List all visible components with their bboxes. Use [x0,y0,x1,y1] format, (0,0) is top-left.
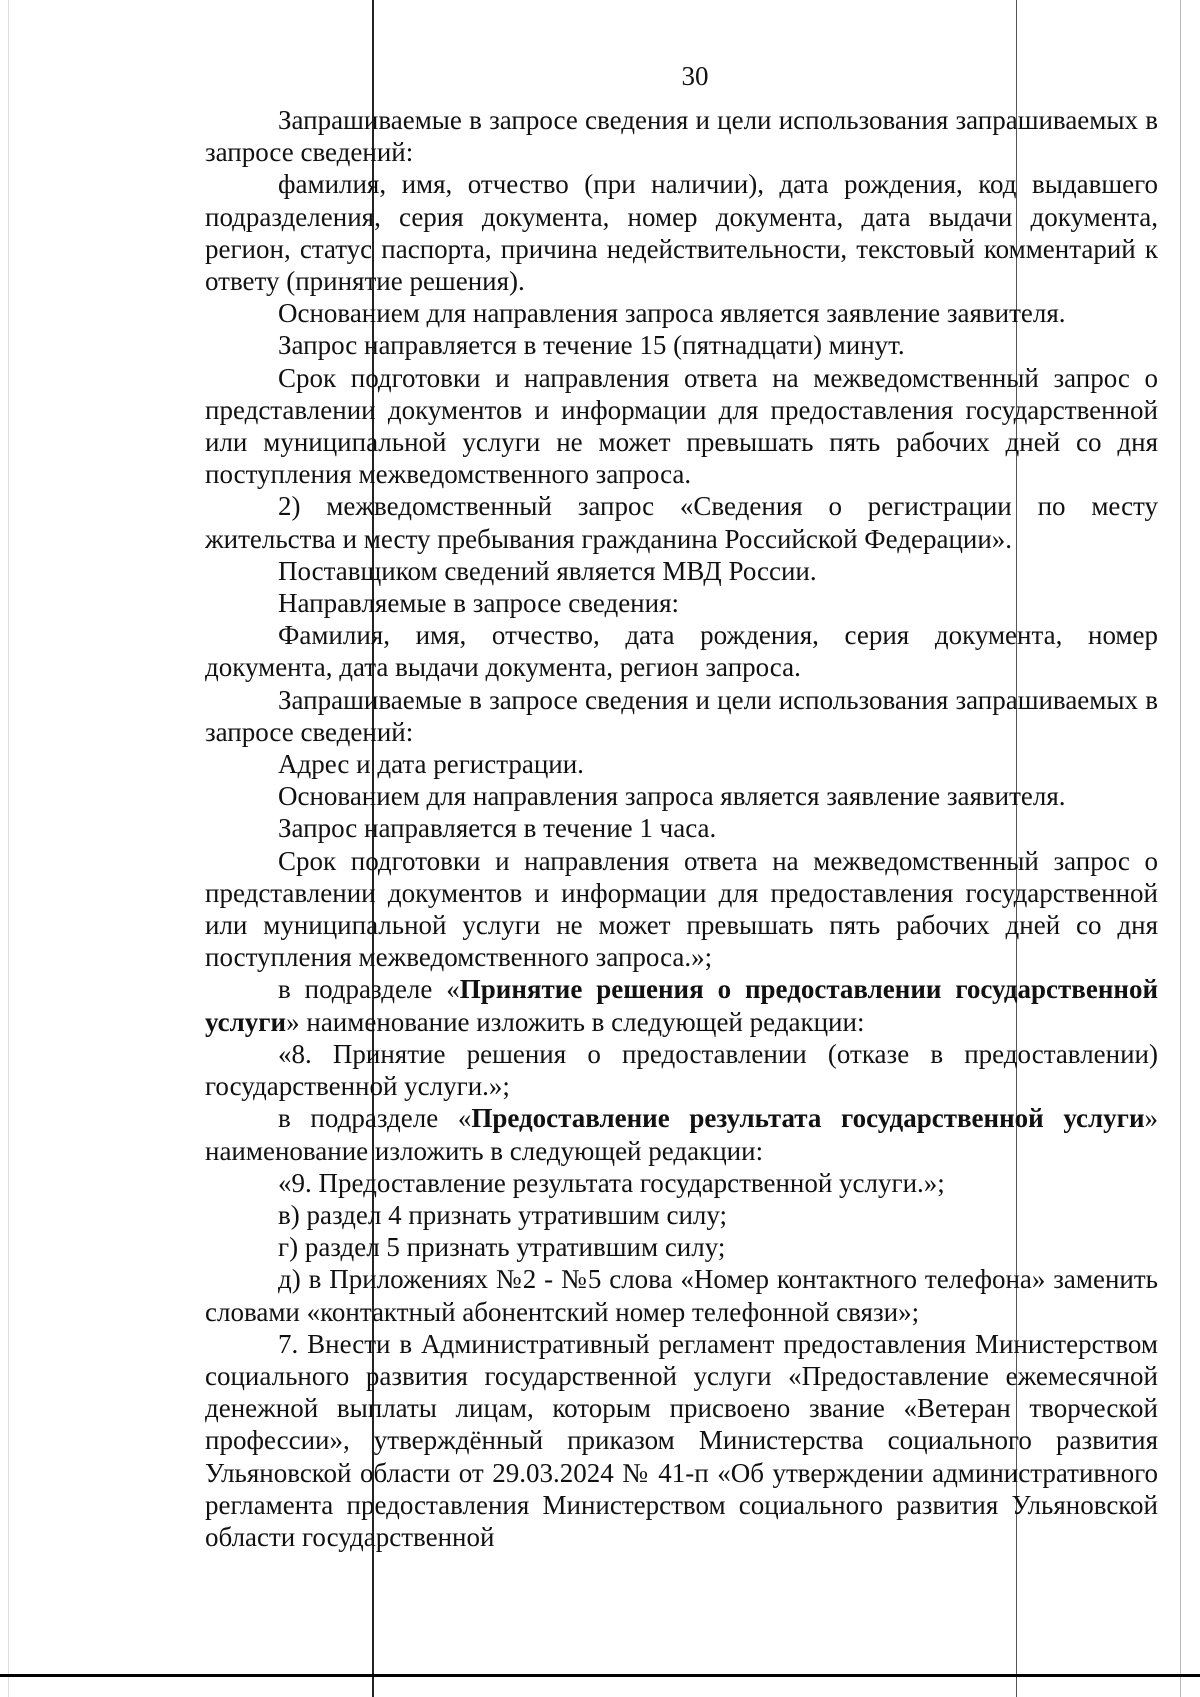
paragraph: Запрос направляется в течение 15 (пятнадцати) минут. [278,330,905,361]
paragraph: 2) межведомственный запрос «Сведения о регистрации по месту жительства и месту пребывания гражданина Российской Федерации». [205,491,1158,554]
paragraph: 7. Внести в Административный регламент предоставления Министерством социального развития государственной услуги «Предоставление ежемесячной денежной выплаты лицам, которым присвоено звание «Ветеран творческой профессии», утверждённый приказом Министерства социального развития Ульяновской области от 29.03.2024 № 41-п «Об утверждении административного регламента предоставления Министерством социального развития Ульяновской области государственной [205,1328,1158,1552]
paragraph: «8. Принятие решения о предоставлении (отказе в предоставлении) государственной услуги.»; [205,1038,1158,1102]
scan-artifact-line [8,0,9,1697]
page-number: 30 [681,61,709,91]
page-bottom-border [0,1674,1200,1677]
subsection-title: Принятие решения о предоставлении государственной услуги [205,974,1158,1037]
paragraph: Адрес и дата регистрации. [278,749,584,780]
paragraph: Основанием для направления запроса является заявление заявителя. [278,781,1066,812]
paragraph: Фамилия, имя, отчество, дата рождения, серия документа, номер документа, дата выдачи документа, регион запроса. [205,620,1158,683]
subsection-amendment [205,1102,1158,1166]
amendment-suffix: » наименование изложить в следующей редакции: [286,1006,865,1037]
subsection-title: Предоставление результата государственной услуги [471,1103,1145,1134]
paragraph: Запрашиваемые в запросе сведения и цели использования запрашиваемых в запросе сведений: [205,684,1158,747]
paragraph: Направляемые в запросе сведения: [278,588,679,619]
document-body [205,104,1158,1553]
amendment-prefix: в подразделе « [278,1103,472,1134]
subsection-amendment [205,973,1158,1037]
paragraph: в) раздел 4 признать утратившим силу; [278,1199,728,1230]
paragraph: Запрашиваемые в запросе сведения и цели использования запрашиваемых в запросе сведений: [205,105,1158,168]
paragraph: фамилия, имя, отчество (при наличии), дата рождения, код выдавшего подразделения, серия документа, номер документа, дата выдачи документа, регион, статус паспорта, причина недействительности, текстовый комментарий к ответу (принятие решения). [205,169,1158,297]
paragraph: Поставщиком сведений является МВД России. [278,555,817,586]
scan-artifact-line [1180,0,1181,1697]
paragraph: «9. Предоставление результата государственной услуги.»; [278,1167,945,1198]
paragraph: Срок подготовки и направления ответа на межведомственный запрос о представлении документов и информации для предоставления государственной или муниципальной услуги не может превышать пять рабочих дней со дня поступления межведомственного запроса.»; [205,845,1158,973]
amendment-prefix: в подразделе « [278,974,460,1005]
amendment-suffix: » наименование изложить в следующей редакции: [205,1103,1159,1166]
paragraph: Срок подготовки и направления ответа на межведомственный запрос о представлении документов и информации для предоставления государственной или муниципальной услуги не может превышать пять рабочих дней со дня поступления межведомственного запроса. [205,362,1158,490]
paragraph: д) в Приложениях №2 - №5 слова «Номер контактного телефона» заменить словами «контактный абонентский номер телефонной связи»; [205,1264,1158,1327]
paragraph: г) раздел 5 признать утратившим силу; [278,1232,726,1263]
paragraph: Запрос направляется в течение 1 часа. [278,813,717,844]
paragraph: Основанием для направления запроса является заявление заявителя. [278,298,1066,329]
